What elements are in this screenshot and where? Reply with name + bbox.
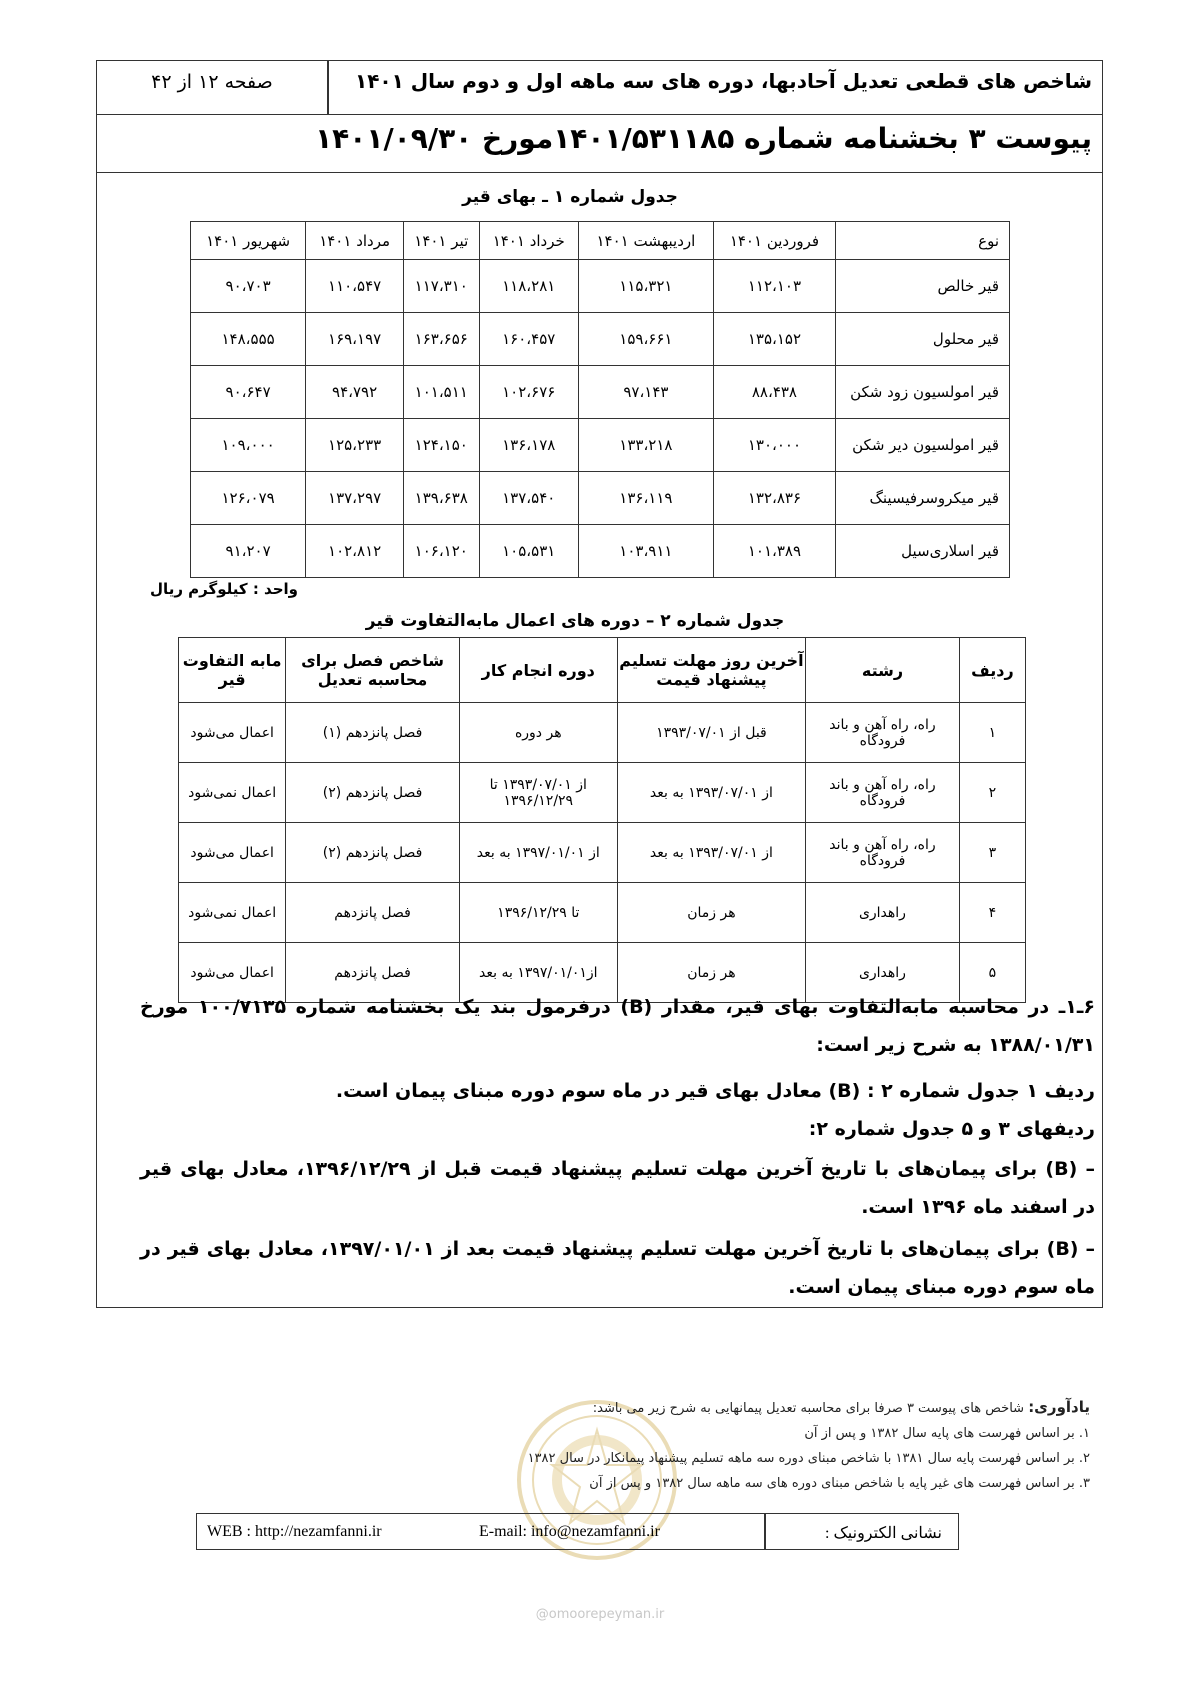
table-cell: ۲ [959,763,1025,823]
table-cell: قیر محلول [836,313,1010,366]
table-cell: ۱۳۶،۱۷۸ [479,419,578,472]
note-paragraph-4: – (B) برای پیمان‌های با تاریخ آخرین مهلت تسلیم پیشنهاد قیمت قبل از ۱۳۹۶/۱۲/۲۹، معادل بهای قیر در اسفند ماه ۱۳۹۶ است. [140,1158,1095,1218]
table-cell: هر زمان [617,883,805,943]
table-cell: ۱۰۱،۳۸۹ [713,525,835,578]
table-cell: اعمال می‌شود [179,703,286,763]
table-cell: ۱۰۹،۰۰۰ [191,419,306,472]
table-cell: از۱۳۹۷/۰۱/۰۱ به بعد [459,943,617,1003]
table-cell: ۱۱۲،۱۰۳ [713,260,835,313]
table1-header-cell: اردیبهشت ۱۴۰۱ [578,222,713,260]
table1-header-cell: شهریور ۱۴۰۱ [191,222,306,260]
table-row [191,472,1010,525]
table1-header-cell: خرداد ۱۴۰۱ [479,222,578,260]
table-cell: ۱۶۹،۱۹۷ [306,313,404,366]
note-paragraph-5: – (B) برای پیمان‌های با تاریخ آخرین مهلت تسلیم پیشنهاد قیمت بعد از ۱۳۹۷/۰۱/۰۱، معادل بهای قیر در ماه سوم دوره مبنای پیمان است. [140,1238,1095,1298]
table1-header-cell: تیر ۱۴۰۱ [404,222,479,260]
table-cell: ۱۰۲،۸۱۲ [306,525,404,578]
table-cell: ۱۱۸،۲۸۱ [479,260,578,313]
table-cell: فصل پانزدهم (۱) [286,703,459,763]
table-cell: ۱۰۶،۱۲۰ [404,525,479,578]
table-cell: قیر اسلاری‌سیل [836,525,1010,578]
annex-title: پیوست ۳ بخشنامه شماره ۱۴۰۱/۵۳۱۱۸۵مورخ ۱۴۰۱/۰۹/۳۰ [315,122,1092,155]
reminder-block [300,1395,1090,1496]
table-cell: ۱۶۰،۴۵۷ [479,313,578,366]
table-cell: ۱۱۷،۳۱۰ [404,260,479,313]
table-cell: اعمال نمی‌شود [179,763,286,823]
table-cell: راهداری [806,943,960,1003]
table-cell: ۱۵۹،۶۶۱ [578,313,713,366]
table-cell: ۱۰۳،۹۱۱ [578,525,713,578]
table-cell: از ۱۳۹۳/۰۷/۰۱ به بعد [617,823,805,883]
table-cell: ۱۰۱،۵۱۱ [404,366,479,419]
table2-header-row [179,638,1026,703]
table-cell: اعمال نمی‌شود [179,883,286,943]
table2-title: جدول شماره ۲ – دوره های اعمال مابه‌التفاوت قیر [365,611,785,631]
table2-header-cell: ردیف [959,638,1025,703]
table-row [191,419,1010,472]
table-cell: تا ۱۳۹۶/۱۲/۲۹ [459,883,617,943]
reminder-intro-text: شاخص های پیوست ۳ صرفا برای محاسبه تعدیل پیمانهایی به شرح زیر می باشد: [592,1401,1029,1416]
table2-header-cell: آخرین روز مهلت تسلیم پیشنهاد قیمت [617,638,805,703]
contact-footer [196,1513,959,1550]
list-item: ۳. بر اساس فهرست های غیر پایه با شاخص مبنای دوره های سه ماهه سال ۱۳۸۲ و پس از آن [589,1476,1090,1491]
table-cell: از ۱۳۹۷/۰۱/۰۱ به بعد [459,823,617,883]
table-cell: از ۱۳۹۳/۰۷/۰۱ تا ۱۳۹۶/۱۲/۲۹ [459,763,617,823]
table2-header-cell: مابه التفاوت قیر [179,638,286,703]
table-cell: ۹۱،۲۰۷ [191,525,306,578]
table-cell: ۹۰،۶۴۷ [191,366,306,419]
table-cell: ۱۲۴،۱۵۰ [404,419,479,472]
table-row [179,763,1026,823]
list-item: ۲. بر اساس فهرست پایه سال ۱۳۸۱ با شاخص مبنای دوره سه ماهه تسلیم پیشنهاد پیمانکار در سال ۱۳۸۲ [527,1451,1090,1466]
watermark-handle: @omoorepeyman.ir [535,1607,665,1622]
table-cell: ۱۱۰،۵۴۷ [306,260,404,313]
table-cell: ۱۳۰،۰۰۰ [713,419,835,472]
table-cell: از ۱۳۹۳/۰۷/۰۱ به بعد [617,763,805,823]
table1-header-cell: فروردین ۱۴۰۱ [713,222,835,260]
header-row [97,61,1102,115]
note-paragraph-3: ردیفهای ۳ و ۵ جدول شماره ۲: [808,1118,1095,1140]
table-row [179,703,1026,763]
table-cell: ۱۳۶،۱۱۹ [578,472,713,525]
document-title: شاخص های قطعی تعدیل آحادبها، دوره های سه ماهه اول و دوم سال ۱۴۰۱ [355,69,1092,93]
footer-divider [764,1514,766,1549]
table-row [191,260,1010,313]
table-cell: ۱۰۵،۵۳۱ [479,525,578,578]
bitumen-periods-table [178,637,1026,1003]
bitumen-price-table [190,221,1010,578]
table-cell: قیر خالص [836,260,1010,313]
table-cell: ۱۳۹،۶۳۸ [404,472,479,525]
email-link[interactable]: E-mail: info@nezamfanni.ir [479,1523,660,1540]
table-cell: فصل پانزدهم (۲) [286,763,459,823]
page-number: صفحه ۱۲ از ۴۲ [151,71,273,93]
table-cell: ۱۳۷،۲۹۷ [306,472,404,525]
table2-header-cell: رشته [806,638,960,703]
table-cell: اعمال می‌شود [179,823,286,883]
table-cell: ۹۴،۷۹۲ [306,366,404,419]
table-cell: ۹۷،۱۴۳ [578,366,713,419]
contact-label: نشانی الکترونیک : [825,1525,942,1542]
website-link[interactable]: WEB : http://nezamfanni.ir [207,1523,382,1540]
table-row [179,823,1026,883]
table-cell: قیر امولسیون دیر شکن [836,419,1010,472]
table1-header-cell: نوع [836,222,1010,260]
table-row [191,313,1010,366]
table-cell: راه، راه آهن و باند فرودگاه [806,703,960,763]
table2-header-cell: دوره انجام کار [459,638,617,703]
table-cell: ۱۴۸،۵۵۵ [191,313,306,366]
table-cell: ۱۰۲،۶۷۶ [479,366,578,419]
table-cell: راهداری [806,883,960,943]
table-cell: ۴ [959,883,1025,943]
table-cell: قیر امولسیون زود شکن [836,366,1010,419]
table-cell: ۳ [959,823,1025,883]
reminder-intro [300,1395,1090,1421]
table2-header-cell: شاخص فصل برای محاسبه تعدیل [286,638,459,703]
table-cell: اعمال می‌شود [179,943,286,1003]
table-cell: ۱۳۵،۱۵۲ [713,313,835,366]
table-row [191,525,1010,578]
note-paragraph-1: ۶ـ۱ـ در محاسبه مابه‌التفاوت بهای قیر، مقدار (B) درفرمول بند یک بخشنامه شماره ۱۰۰/۷۱۳۵ مورخ ۱۳۸۸/۰۱/۳۱ به شرح زیر است: [140,996,1095,1056]
table-cell: ۱۳۷،۵۴۰ [479,472,578,525]
note-paragraph-2: ردیف ۱ جدول شماره ۲ : (B) معادل بهای قیر در ماه سوم دوره مبنای پیمان است. [335,1080,1095,1102]
table-cell: ۱۲۵،۲۳۳ [306,419,404,472]
table-cell: ۸۸،۴۳۸ [713,366,835,419]
table1-title: جدول شماره ۱ ـ بهای قیر [462,187,678,207]
table-row [179,883,1026,943]
table-cell: قیر میکروسرفیسینگ [836,472,1010,525]
unit-label: واحد : کیلوگرم ریال [150,580,298,598]
table-cell: ۱۳۲،۸۳۶ [713,472,835,525]
list-item: ۱. بر اساس فهرست های پایه سال ۱۳۸۲ و پس از آن [804,1426,1090,1441]
table-cell: راه، راه آهن و باند فرودگاه [806,823,960,883]
table-cell: فصل پانزدهم (۲) [286,823,459,883]
table-row [191,366,1010,419]
table1-header-cell: مرداد ۱۴۰۱ [306,222,404,260]
table-cell: هر زمان [617,943,805,1003]
table-cell: فصل پانزدهم [286,883,459,943]
table1-header-row [191,222,1010,260]
header-divider [327,61,329,114]
table-cell: فصل پانزدهم [286,943,459,1003]
table-cell: ۹۰،۷۰۳ [191,260,306,313]
table-cell: ۱۱۵،۳۲۱ [578,260,713,313]
table-cell: ۵ [959,943,1025,1003]
table-cell: قبل از ۱۳۹۳/۰۷/۰۱ [617,703,805,763]
table-cell: ۱۲۶،۰۷۹ [191,472,306,525]
table-cell: ۱ [959,703,1025,763]
table-cell: ۱۶۳،۶۵۶ [404,313,479,366]
table-cell: راه، راه آهن و باند فرودگاه [806,763,960,823]
table-cell: ۱۳۳،۲۱۸ [578,419,713,472]
table-cell: هر دوره [459,703,617,763]
reminder-label: یادآوری: [1028,1398,1090,1416]
annex-row [97,114,1102,173]
